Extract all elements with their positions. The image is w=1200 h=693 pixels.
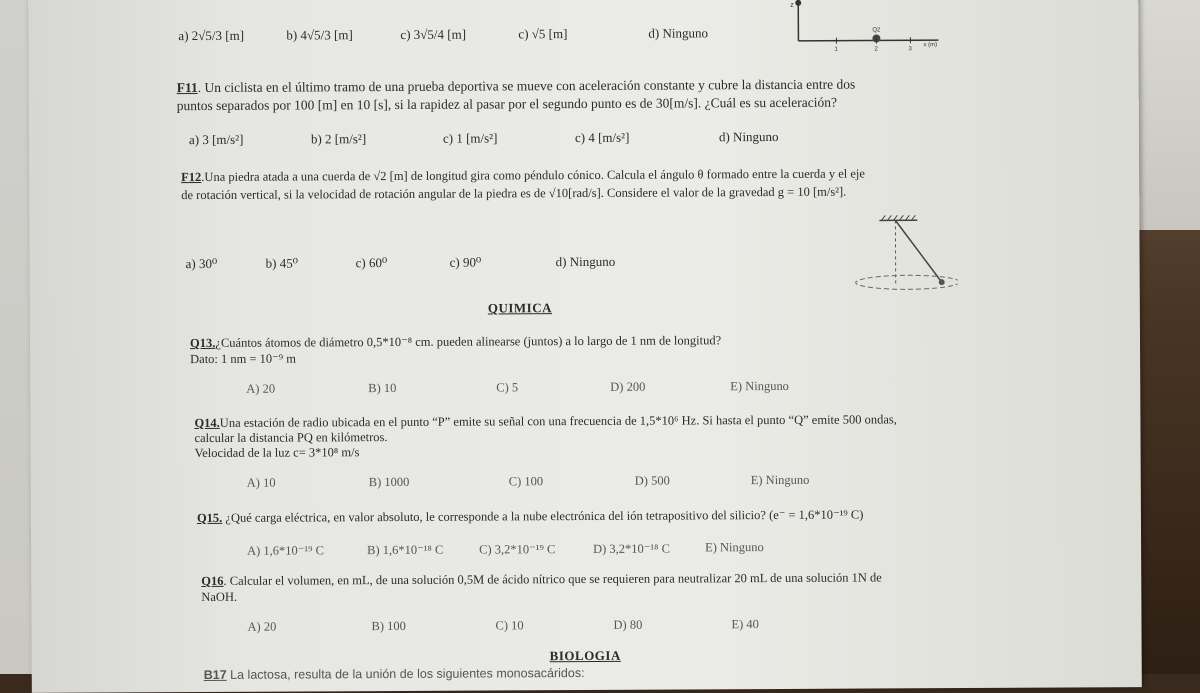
q16-option-d: D) 80 <box>613 618 642 633</box>
f11-option-a: a) 3 [m/s²] <box>189 132 244 148</box>
q15-option-a: A) 1,6*10⁻¹⁹ C <box>247 542 324 558</box>
q14-number: Q14. <box>194 416 219 430</box>
top-option-b: b) 4√5/3 [m] <box>286 27 352 43</box>
q16-option-a: A) 20 <box>247 620 276 635</box>
q13-option-d: D) 200 <box>610 380 645 395</box>
svg-text:2: 2 <box>874 46 878 52</box>
q16-option-c: C) 10 <box>495 618 523 633</box>
f11-option-c2: c) 4 [m/s²] <box>575 130 630 146</box>
point-label: Q2 <box>872 27 881 33</box>
q16-option-b: B) 100 <box>371 619 405 634</box>
q14-option-a: A) 10 <box>247 476 276 491</box>
q16-line2: NaOH. <box>201 590 237 605</box>
q14-option-d: D) 500 <box>635 474 670 489</box>
axis-xlabel: x (m) <box>923 42 937 48</box>
background-paper-right <box>1130 0 1200 230</box>
q15-line1: Q15. ¿Qué carga eléctrica, en valor absoluto, le corresponde a la nube electrónica del ión tetrapositivo del silicio? (e⁻ = 1,6*10⁻¹⁹ C) <box>197 507 864 526</box>
q15-option-e: E) Ninguno <box>705 540 764 555</box>
q14-option-c: C) 100 <box>509 474 543 489</box>
top-option-c1: c) 3√5/4 [m] <box>400 27 466 43</box>
svg-text:3: 3 <box>908 46 912 52</box>
f12-option-a: a) 30⁰ <box>186 256 218 272</box>
f12-option-c1: c) 60⁰ <box>356 255 388 271</box>
q15-option-c: C) 3,2*10⁻¹⁹ C <box>479 541 555 557</box>
exam-sheet <box>28 0 1142 693</box>
q14-line2: calcular la distancia PQ en kilómetros. <box>194 430 387 446</box>
top-option-d: d) Ninguno <box>648 25 708 41</box>
conical-pendulum-figure <box>837 214 957 305</box>
q14-line1: Q14.Una estación de radio ubicada en el punto “P” emite su señal con una frecuencia de 1,5*10⁶ Hz. Si hasta el punto “Q” emite 500 ondas, <box>194 412 896 431</box>
q13-number: Q13. <box>190 336 215 350</box>
f11-number: F11 <box>177 80 198 95</box>
f12-line2: de rotación vertical, si la velocidad de rotación angular de la piedra es de √10[rad/s]. Considere el valor de la gravedad g = 10 [m/s²]. <box>181 185 846 203</box>
q13-option-a: A) 20 <box>246 382 275 397</box>
q14-option-b: B) 1000 <box>369 475 410 490</box>
f11-option-b: b) 2 [m/s²] <box>311 131 366 147</box>
q15-option-b: B) 1,6*10⁻¹⁸ C <box>367 542 443 558</box>
q16-option-e: E) 40 <box>731 617 759 632</box>
q15-option-d: D) 3,2*10⁻¹⁸ C <box>593 541 670 557</box>
top-option-c2: c) √5 [m] <box>518 26 567 42</box>
f12-number: F12 <box>181 170 201 184</box>
axis-ylabel: z <box>790 2 794 9</box>
q13-line2: Dato: 1 nm = 10⁻⁹ m <box>190 351 296 368</box>
q16-line1: Q16. Calcular el volumen, en mL, de una solución 0,5M de ácido nítrico que se requieren para neutralizar 20 mL de una solución 1N de <box>201 570 882 589</box>
section-quimica: QUIMICA <box>488 300 552 316</box>
section-biologia: BIOLOGIA <box>550 648 621 664</box>
top-option-a: a) 2√5/3 [m] <box>178 28 244 44</box>
f11-option-d: d) Ninguno <box>719 129 779 145</box>
b17-line1: B17 La lactosa, resulta de la unión de los siguientes monosacáridos: <box>204 666 585 682</box>
f11-line2: puntos separados por 100 [m] en 10 [s], si la rapidez al pasar por el segundo punto es de 30[m/s]. ¿Cuál es su aceleración? <box>177 95 837 114</box>
q15-number: Q15. <box>197 511 222 525</box>
f12-option-d: d) Ninguno <box>556 254 616 270</box>
f12-option-b: b) 45⁰ <box>266 256 298 272</box>
q14-line3: Velocidad de la luz c= 3*10⁸ m/s <box>195 445 360 461</box>
q16-number: Q16 <box>201 574 223 588</box>
f12-option-c2: c) 90⁰ <box>450 255 482 271</box>
q13-option-c: C) 5 <box>496 380 518 395</box>
q13-option-e: E) Ninguno <box>730 379 789 394</box>
b17-number: B17 <box>204 668 227 682</box>
svg-text:1: 1 <box>834 47 838 53</box>
f11-option-c1: c) 1 [m/s²] <box>443 130 498 146</box>
q13-option-b: B) 10 <box>368 381 396 396</box>
f11-line1: F11. Un ciclista en el último tramo de una prueba deportiva se mueve con aceleración constante y cubre la distancia entre dos <box>177 77 856 97</box>
q14-option-e: E) Ninguno <box>751 473 810 488</box>
f12-line1: F12.Una piedra atada a una cuerda de √2 [m] de longitud gira como péndulo cónico. Calcula el ángulo θ formado entre la cuerda y el eje <box>181 167 865 186</box>
q13-line1: Q13.¿Cuántos átomos de diámetro 0,5*10⁻⁸ cm. pueden alinearse (juntos) a lo largo de 1 nm de longitud? <box>190 332 721 351</box>
axis-graph <box>788 0 948 55</box>
